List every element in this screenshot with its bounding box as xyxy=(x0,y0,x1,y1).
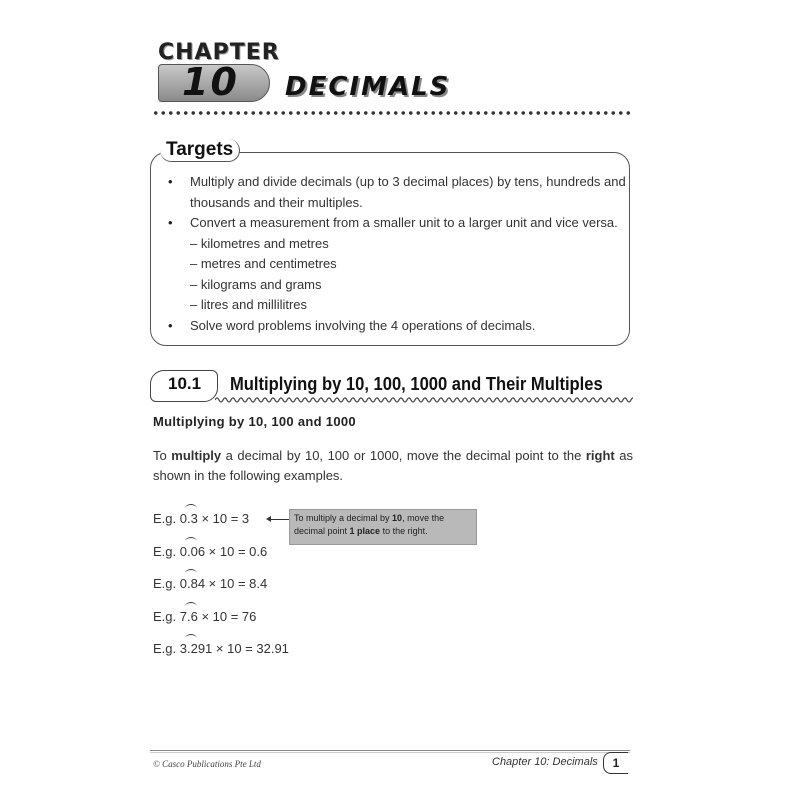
note-text: To multiply a decimal by xyxy=(294,513,393,523)
subsection-heading: Multiplying by 10, 100 and 1000 xyxy=(153,414,356,429)
target-item: – metres and centimetres xyxy=(190,256,337,271)
example-rest: × 10 = 3 xyxy=(197,511,250,526)
example-rest: 91 × 10 = 32.91 xyxy=(197,641,289,656)
example-label: E.g. xyxy=(153,511,180,526)
example-line xyxy=(153,576,267,591)
target-item: – kilometres and metres xyxy=(190,235,329,251)
para-text: a decimal by 10, 100 or 1000, move the decimal point to the xyxy=(221,448,586,463)
decimal-shift-arrow: .8 xyxy=(186,576,198,591)
target-item: – kilograms and grams xyxy=(190,276,322,292)
page-number: 1 xyxy=(603,752,628,774)
decimal-shift-arrow: .6 xyxy=(186,608,198,624)
bullet-icon: • xyxy=(168,215,173,230)
dotted-divider xyxy=(152,110,632,116)
para-bold: multiply xyxy=(171,448,222,463)
target-item: thousands and their multiples. xyxy=(190,194,363,210)
section-title: Multiplying by 10, 100, 1000 and Their Multiples xyxy=(230,374,603,394)
example-rest: × 10 = 76 xyxy=(197,608,257,624)
section-number: 10.1 xyxy=(168,374,202,393)
chapter-title: DECIMALS xyxy=(285,72,451,102)
example-label: E.g. xyxy=(153,608,180,624)
example-whole: 0 xyxy=(179,511,187,526)
example-whole: 0 xyxy=(179,576,187,591)
arrow-left-icon xyxy=(269,519,289,520)
example-label: E.g. xyxy=(153,576,180,591)
target-item: Convert a measurement from a smaller unit to a larger unit and vice versa. xyxy=(190,215,618,230)
chapter-word: CHAPTER xyxy=(158,40,280,65)
note-text: , move the decimal point xyxy=(294,513,445,536)
target-item: – litres and millilitres xyxy=(190,297,308,312)
example-rest: 4 × 10 = 8.4 xyxy=(197,576,268,591)
wavy-underline xyxy=(215,396,633,404)
para-text: To xyxy=(153,448,172,463)
target-item: Solve word problems involving the 4 operations of decimals. xyxy=(190,317,536,333)
example-line xyxy=(153,511,249,526)
example-rest: 6 × 10 = 0.6 xyxy=(197,543,268,559)
decimal-shift-arrow: .2 xyxy=(186,641,198,656)
note-bold: 10 xyxy=(392,513,403,523)
example-line xyxy=(153,641,289,656)
example-line xyxy=(153,609,256,624)
note-text: to the right. xyxy=(380,526,428,536)
chapter-number: 10 xyxy=(182,60,239,104)
decimal-shift-arrow: .0 xyxy=(186,543,198,559)
bullet-icon: • xyxy=(168,174,173,189)
example-whole: 3 xyxy=(179,641,187,656)
footer-divider xyxy=(150,750,630,753)
example-whole: 7 xyxy=(179,608,187,624)
intro-paragraph xyxy=(153,446,633,486)
para-bold: right xyxy=(585,448,615,463)
targets-label: Targets xyxy=(160,139,240,162)
target-item: Multiply and divide decimals (up to 3 decimal places) by tens, hundreds and xyxy=(190,174,626,189)
note-bold: 1 place xyxy=(349,526,381,536)
decimal-shift-arrow: .3 xyxy=(186,511,198,526)
example-line xyxy=(153,544,267,559)
footer-publisher: © Casco Publications Pte Ltd xyxy=(153,759,261,769)
example-label: E.g. xyxy=(153,543,180,559)
note-callout xyxy=(289,509,477,545)
para-text: as shown in the following examples. xyxy=(153,448,634,483)
example-whole: 0 xyxy=(179,543,187,559)
bullet-icon: • xyxy=(168,317,173,333)
footer-chapter: Chapter 10: Decimals xyxy=(492,756,598,768)
example-label: E.g. xyxy=(153,641,180,656)
